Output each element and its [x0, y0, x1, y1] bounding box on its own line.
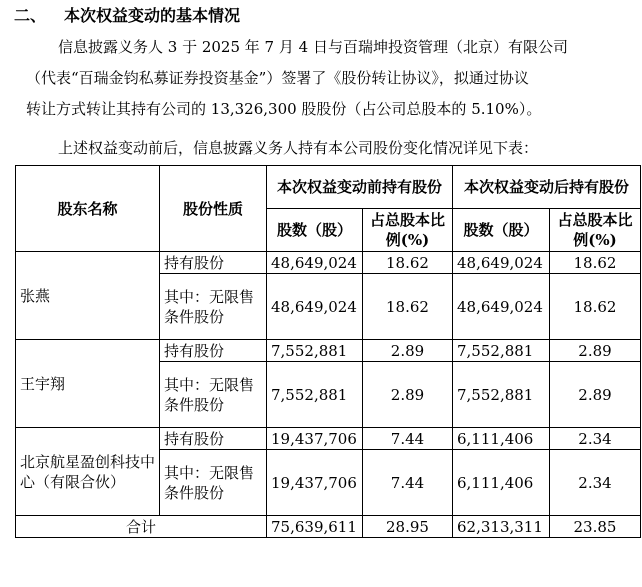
shareholder-name: 张燕	[16, 252, 160, 340]
before-shares: 7,552,881	[267, 340, 363, 362]
header-after-shares: 股数（股）	[453, 209, 550, 252]
after-shares: 7,552,881	[453, 362, 550, 428]
before-shares: 19,437,706	[267, 428, 363, 450]
intro-line-2: （代表“百瑞金钧私募证券投资基金”）签署了《股份转让协议》，拟通过协议	[26, 69, 529, 87]
table-row	[16, 340, 641, 362]
intro-paragraph	[26, 32, 636, 125]
before-ratio: 2.89	[363, 340, 453, 362]
table-row-total	[16, 516, 641, 538]
header-before-change: 本次权益变动前持有股份	[267, 166, 453, 209]
table-row	[16, 252, 641, 274]
table-intro-line: 上述权益变动前后，信息披露义务人持有本公司股份变化情况详见下表：	[58, 139, 539, 157]
shareholder-name: 王宇翔	[16, 340, 160, 428]
total-before-shares: 75,639,611	[267, 516, 363, 538]
header-share-nature: 股份性质	[160, 166, 267, 252]
before-ratio: 7.44	[363, 428, 453, 450]
header-after-ratio: 占总股本比例(%)	[550, 209, 641, 252]
section-heading	[14, 3, 240, 26]
total-after-shares: 62,313,311	[453, 516, 550, 538]
section-number: 二、	[14, 6, 47, 25]
total-before-ratio: 28.95	[363, 516, 453, 538]
after-ratio: 2.34	[550, 450, 641, 516]
share-nature: 持有股份	[160, 428, 267, 450]
after-shares: 48,649,024	[453, 274, 550, 340]
table-row	[16, 428, 641, 450]
section-title: 本次权益变动的基本情况	[64, 6, 241, 25]
shareholder-name: 北京航星盈创科技中心（有限合伙）	[16, 428, 160, 516]
after-ratio: 2.34	[550, 428, 641, 450]
before-shares: 48,649,024	[267, 274, 363, 340]
after-shares: 7,552,881	[453, 340, 550, 362]
after-ratio: 2.89	[550, 362, 641, 428]
header-shareholder: 股东名称	[16, 166, 160, 252]
table-intro-paragraph	[26, 133, 636, 164]
share-nature: 其中：无限售条件股份	[160, 274, 267, 340]
share-nature: 其中：无限售条件股份	[160, 450, 267, 516]
share-nature: 持有股份	[160, 340, 267, 362]
shareholding-change-table	[15, 165, 641, 538]
after-shares: 48,649,024	[453, 252, 550, 274]
total-after-ratio: 23.85	[550, 516, 641, 538]
share-nature: 其中：无限售条件股份	[160, 362, 267, 428]
before-ratio: 2.89	[363, 362, 453, 428]
after-shares: 6,111,406	[453, 428, 550, 450]
header-after-change: 本次权益变动后持有股份	[453, 166, 641, 209]
before-shares: 48,649,024	[267, 252, 363, 274]
header-before-ratio: 占总股本比例(%)	[363, 209, 453, 252]
intro-line-1: 信息披露义务人 3 于 2025 年 7 月 4 日与百瑞坤投资管理（北京）有限公司	[58, 38, 568, 56]
header-before-shares: 股数（股）	[267, 209, 363, 252]
before-shares: 19,437,706	[267, 450, 363, 516]
after-shares: 6,111,406	[453, 450, 550, 516]
before-ratio: 18.62	[363, 274, 453, 340]
after-ratio: 18.62	[550, 274, 641, 340]
intro-line-3: 转让方式转让其持有公司的 13,326,300 股股份（占公司总股本的 5.10%）。	[26, 100, 542, 118]
after-ratio: 2.89	[550, 340, 641, 362]
before-shares: 7,552,881	[267, 362, 363, 428]
before-ratio: 7.44	[363, 450, 453, 516]
after-ratio: 18.62	[550, 252, 641, 274]
total-label: 合计	[16, 516, 267, 538]
before-ratio: 18.62	[363, 252, 453, 274]
share-nature: 持有股份	[160, 252, 267, 274]
